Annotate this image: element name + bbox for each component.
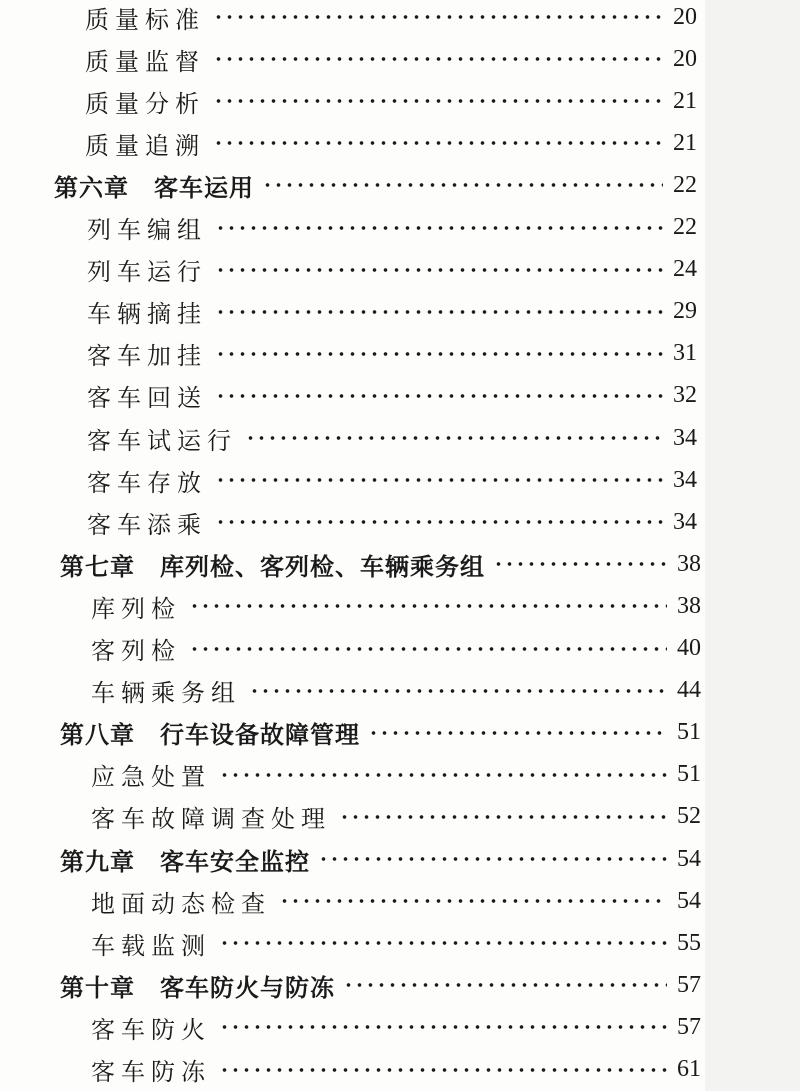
entry-title: 客车存放 bbox=[87, 468, 207, 497]
dot-leader bbox=[219, 1067, 667, 1073]
entry-title: 列车运行 bbox=[87, 258, 207, 287]
entry-title: 客车防冻 bbox=[91, 1058, 211, 1086]
dot-leader bbox=[189, 603, 667, 609]
toc-chapter-entry bbox=[60, 712, 701, 754]
toc-section-entry bbox=[91, 585, 701, 627]
toc-section-entry bbox=[87, 291, 697, 333]
entry-title: 第十章 客车防火与防冻 bbox=[60, 973, 335, 1002]
entry-title: 列车编组 bbox=[87, 216, 207, 244]
entry-title: 车辆乘务组 bbox=[91, 679, 241, 708]
toc-section-entry bbox=[91, 628, 701, 670]
page-number: 38 bbox=[677, 550, 701, 577]
toc-section-entry bbox=[91, 754, 701, 796]
dot-leader bbox=[493, 561, 667, 567]
dot-leader bbox=[249, 688, 667, 694]
page-number: 21 bbox=[673, 129, 697, 156]
dot-leader bbox=[215, 477, 663, 483]
page-number: 61 bbox=[677, 1056, 701, 1082]
toc-section-entry bbox=[91, 796, 701, 838]
entry-title: 第七章 库列检、客列检、车辆乘务组 bbox=[60, 552, 485, 581]
toc-section-entry bbox=[85, 38, 697, 80]
page-number: 57 bbox=[677, 971, 701, 998]
page-number: 38 bbox=[677, 592, 701, 619]
dot-leader bbox=[215, 519, 663, 525]
page-number: 21 bbox=[673, 87, 697, 114]
page-number: 34 bbox=[673, 424, 697, 451]
dot-leader bbox=[219, 1024, 667, 1030]
entry-title: 库列检 bbox=[91, 594, 181, 623]
dot-leader bbox=[213, 98, 663, 104]
page-number: 31 bbox=[673, 340, 697, 367]
toc-section-entry bbox=[91, 1049, 701, 1091]
entry-title: 第六章 客车运用 bbox=[54, 173, 254, 202]
page-number: 34 bbox=[673, 508, 697, 535]
entry-title: 车辆摘挂 bbox=[87, 300, 207, 329]
toc-chapter-entry bbox=[60, 964, 701, 1006]
toc-chapter-entry bbox=[60, 838, 701, 880]
dot-leader bbox=[215, 393, 663, 399]
dot-leader bbox=[368, 730, 667, 736]
toc-section-entry bbox=[91, 1006, 701, 1048]
entry-title: 客车故障调查处理 bbox=[91, 805, 331, 834]
page-number: 44 bbox=[677, 677, 701, 704]
toc-section-entry bbox=[85, 0, 697, 38]
toc-section-entry bbox=[87, 249, 697, 291]
dot-leader bbox=[262, 182, 663, 188]
dot-leader bbox=[215, 267, 663, 273]
page-number: 24 bbox=[673, 256, 697, 283]
entry-title: 车载监测 bbox=[91, 931, 211, 960]
page-number: 54 bbox=[677, 845, 701, 872]
dot-leader bbox=[219, 940, 667, 946]
entry-title: 客车加挂 bbox=[87, 342, 207, 371]
toc-chapter-entry bbox=[60, 543, 701, 585]
toc-section-entry bbox=[87, 333, 697, 375]
entry-title: 第九章 客车安全监控 bbox=[60, 847, 310, 876]
page-number: 22 bbox=[673, 214, 697, 240]
entry-title: 质量监督 bbox=[85, 47, 205, 76]
dot-leader bbox=[215, 309, 663, 315]
toc-section-entry bbox=[85, 122, 697, 164]
entry-title: 地面动态检查 bbox=[91, 889, 271, 918]
page-number: 52 bbox=[677, 803, 701, 830]
page-number: 51 bbox=[677, 719, 701, 746]
dot-leader bbox=[215, 351, 663, 357]
page-number: 32 bbox=[673, 382, 697, 409]
dot-leader bbox=[213, 56, 663, 62]
page-number: 34 bbox=[673, 466, 697, 493]
page-number: 57 bbox=[677, 1013, 701, 1040]
toc-chapter-entry bbox=[54, 164, 697, 206]
page-number: 20 bbox=[673, 3, 697, 30]
dot-leader bbox=[245, 435, 663, 441]
dot-leader bbox=[215, 225, 663, 231]
dot-leader bbox=[343, 982, 667, 988]
page-number: 20 bbox=[673, 45, 697, 72]
toc-section-entry bbox=[87, 375, 697, 417]
entry-title: 客车回送 bbox=[87, 384, 207, 413]
toc-section-entry bbox=[91, 922, 701, 964]
entry-title: 客列检 bbox=[91, 637, 181, 665]
entry-title: 第八章 行车设备故障管理 bbox=[60, 721, 360, 750]
entry-title: 客车添乘 bbox=[87, 510, 207, 539]
page-number: 54 bbox=[677, 887, 701, 914]
toc-section-entry bbox=[91, 670, 701, 712]
toc-section-entry bbox=[91, 880, 701, 922]
dot-leader bbox=[318, 856, 667, 862]
dot-leader bbox=[279, 898, 667, 904]
toc-section-entry bbox=[85, 80, 697, 122]
toc-section-entry bbox=[87, 207, 697, 249]
page-number: 55 bbox=[677, 929, 701, 956]
entry-title: 质量分析 bbox=[85, 89, 205, 118]
dot-leader bbox=[213, 140, 663, 146]
page-number: 29 bbox=[673, 298, 697, 325]
entry-title: 质量标准 bbox=[85, 5, 205, 34]
entry-title: 应急处置 bbox=[91, 763, 211, 792]
dot-leader bbox=[213, 14, 663, 20]
page-number: 51 bbox=[677, 761, 701, 788]
toc-section-entry bbox=[87, 459, 697, 501]
page-number: 22 bbox=[673, 171, 697, 198]
dot-leader bbox=[339, 814, 667, 820]
page-number: 40 bbox=[677, 635, 701, 661]
dot-leader bbox=[219, 772, 667, 778]
dot-leader bbox=[189, 646, 667, 652]
toc-section-entry bbox=[87, 501, 697, 543]
entry-title: 客车防火 bbox=[91, 1015, 211, 1044]
toc-section-entry bbox=[87, 417, 697, 459]
entry-title: 客车试运行 bbox=[87, 426, 237, 455]
entry-title: 质量追溯 bbox=[85, 131, 205, 160]
